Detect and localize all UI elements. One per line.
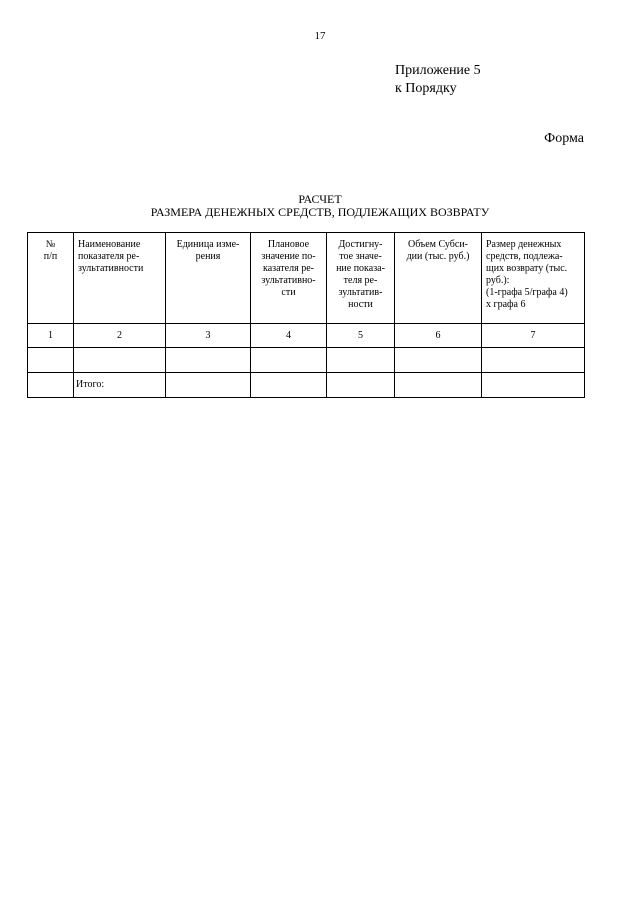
header-row xyxy=(28,233,585,324)
column-number-cell: 5 xyxy=(327,324,395,348)
empty-cell xyxy=(28,348,74,373)
column-number-cell: 7 xyxy=(482,324,585,348)
column-number-cell: 2 xyxy=(74,324,166,348)
empty-cell xyxy=(327,348,395,373)
empty-cell xyxy=(395,348,482,373)
empty-cell xyxy=(74,348,166,373)
column-number-cell: 3 xyxy=(166,324,251,348)
empty-cell xyxy=(395,373,482,398)
empty-cell xyxy=(251,348,327,373)
column-number-cell: 6 xyxy=(395,324,482,348)
total-label: Итого: xyxy=(74,373,166,398)
appendix-line-1: Приложение 5 xyxy=(395,63,481,78)
page-number: 17 xyxy=(314,30,326,42)
empty-cell xyxy=(251,373,327,398)
form-label: Форма xyxy=(544,131,584,146)
column-number-cell: 1 xyxy=(28,324,74,348)
appendix-line-2: к Порядку xyxy=(395,81,457,96)
table-row xyxy=(28,348,585,373)
total-row xyxy=(28,373,585,398)
empty-cell xyxy=(28,373,74,398)
header-cell-refund-amount: Размер денежных средств, подлежа- щих возврату (тыс. руб.): (1-графа 5/графа 4) х графа 6 xyxy=(482,233,585,324)
empty-cell xyxy=(166,348,251,373)
refund-calculation-table xyxy=(27,232,585,398)
header-cell-subsidy-amount: Объем Субси- дии (тыс. руб.) xyxy=(395,233,482,324)
empty-cell xyxy=(166,373,251,398)
column-number-cell: 4 xyxy=(251,324,327,348)
header-cell-achieved-value: Достигну- тое значе- ние показа- теля ре- зультатив- ности xyxy=(327,233,395,324)
header-cell-row-number: № п/п xyxy=(28,233,74,324)
empty-cell xyxy=(327,373,395,398)
appendix-reference xyxy=(395,62,481,98)
empty-cell xyxy=(482,348,585,373)
column-number-row xyxy=(28,324,585,348)
header-cell-indicator-name: Наименование показателя ре- зультативности xyxy=(74,233,166,324)
title-line-1: РАСЧЕТ xyxy=(298,192,342,206)
header-cell-planned-value: Плановое значение по- казателя ре- зультативно- сти xyxy=(251,233,327,324)
header-cell-unit: Единица изме- рения xyxy=(166,233,251,324)
title-line-2: РАЗМЕРА ДЕНЕЖНЫХ СРЕДСТВ, ПОДЛЕЖАЩИХ ВОЗВРАТУ xyxy=(150,205,490,219)
empty-cell xyxy=(482,373,585,398)
document-title xyxy=(0,193,640,219)
